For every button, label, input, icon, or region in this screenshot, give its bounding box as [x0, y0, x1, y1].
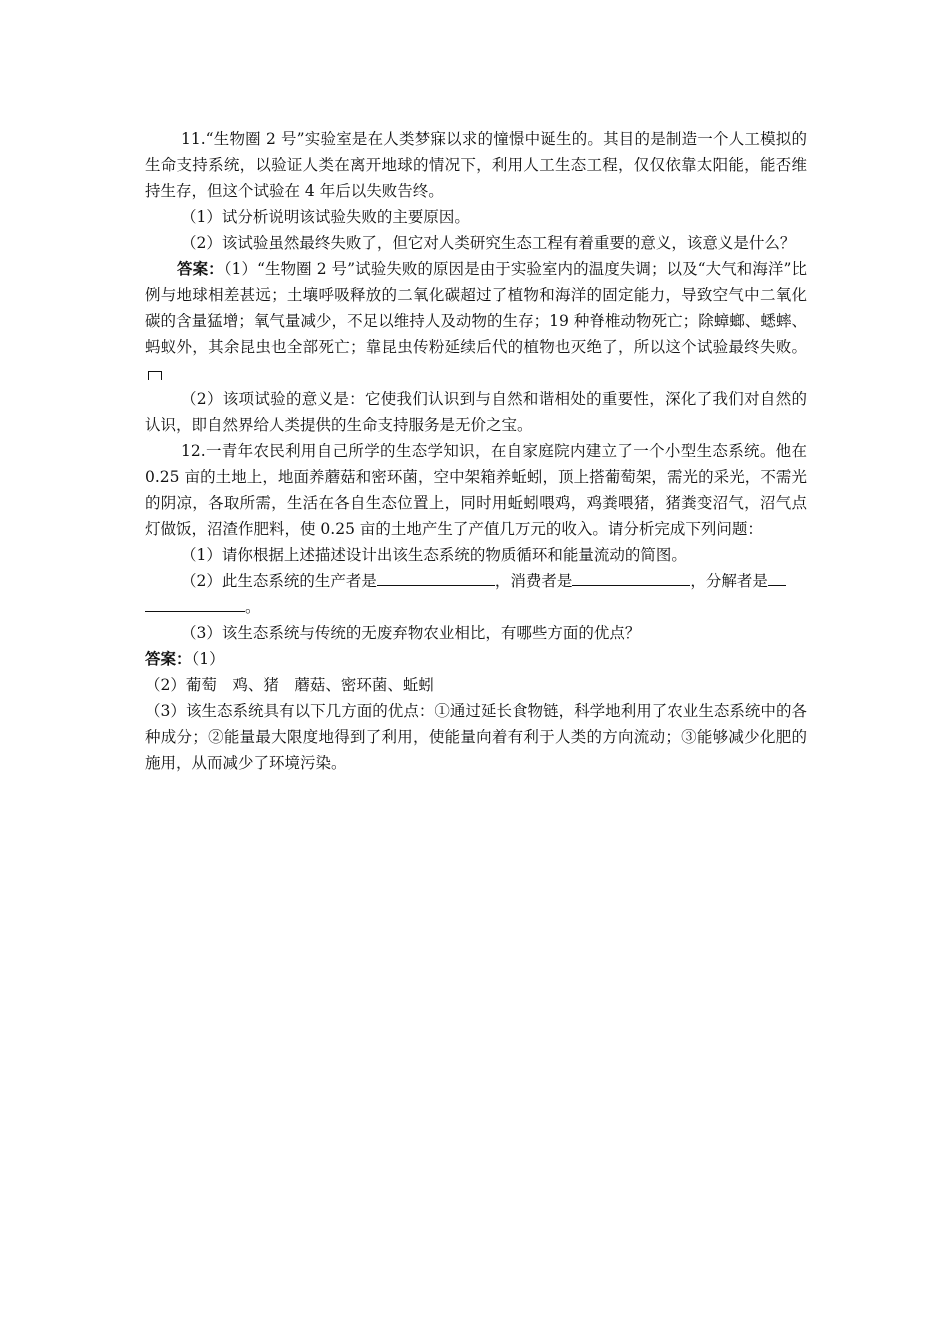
- q12-answer-1: [145, 646, 807, 672]
- q12-sub3: （3）该生态系统与传统的无废弃物农业相比，有哪些方面的优点？: [181, 624, 641, 642]
- q12-answer-2: （2）葡萄 鸡、猪 蘑菇、密环菌、蚯蚓: [145, 676, 434, 694]
- q11-answer-label: 答案：: [177, 259, 224, 278]
- q11-answer-1-text: （1）“生物圈 2 号”试验失败的原因是由于实验室内的温度失调；以及“大气和海洋”比例与地球相差甚远；土壤呼吸释放的二氧化碳超过了植物和海洋的固定能力，导致空气中二氧化碳的含量猛增；氧气量减少，不足以维持人及动物的生存；19 种脊椎动物死亡；除蟑螂、蟋蟀、蚂蚁外，其余昆虫也全部死亡；靠昆虫传粉延续后代的植物也灭绝了，所以这个试验最终失败。: [145, 260, 807, 356]
- q12-sub1: （1）请你根据上述描述设计出该生态系统的物质循环和能量流动的简图。: [181, 546, 687, 564]
- decomposer-blank-start: [768, 569, 786, 586]
- q12-sub2: [145, 568, 807, 594]
- q12-answer-label: 答案：: [145, 649, 192, 668]
- q12-answer-3: （3）该生态系统具有以下几方面的优点：①通过延长食物链，科学地利用了农业生态系统中的各种成分；②能量最大限度地得到了利用，使能量向着有利于人类的方向流动；③能够减少化肥的施用，从而减少了环境污染。: [145, 702, 807, 772]
- document-page: [145, 126, 807, 776]
- q11-answer-2: （2）该项试验的意义是：它使我们认识到与自然和谐相处的重要性，深化了我们对自然的认识，即自然界给人类提供的生命支持服务是无价之宝。: [145, 390, 807, 434]
- q12-answer-1-text: （1）: [191, 650, 225, 668]
- decomposer-blank-end: [145, 595, 245, 612]
- q11-answer-1: [145, 256, 807, 386]
- q11-sub2: （2）该试验虽然最终失败了，但它对人类研究生态工程有着重要的意义，该意义是什么？: [181, 234, 796, 252]
- q12-sub2-decomposer-label: ，分解者是: [690, 572, 768, 590]
- producer-blank: [377, 569, 495, 586]
- consumer-blank: [572, 569, 690, 586]
- q12-sub2-producer-label: （2）此生态系统的生产者是: [181, 572, 377, 590]
- q12-stem: 12.一青年农民利用自己所学的生态学知识，在自家庭院内建立了一个小型生态系统。他在 0.25 亩的土地上，地面养蘑菇和密环菌，空中架箱养蚯蚓，顶上搭葡萄架，需光的采光，不需光的阴凉，各取所需，生活在各自生态位置上，同时用蚯蚓喂鸡，鸡粪喂猪，猪粪变沼气，沼气点灯做饭，沼渣作肥料，使 0.25 亩的土地产生了产值几万元的收入。请分析完成下列问题：: [145, 442, 807, 538]
- q12-sub2-end: 。: [245, 598, 261, 616]
- q11-stem: 11.“生物圈 2 号”实验室是在人类梦寐以求的憧憬中诞生的。其目的是制造一个人工模拟的生命支持系统，以验证人类在离开地球的情况下，利用人工生态工程，仅仅依靠太阳能，能否维持生存，但这个试验在 4 年后以失败告终。: [145, 130, 807, 200]
- q12-sub2-consumer-label: ，消费者是: [494, 572, 573, 590]
- q11-sub1: （1）试分析说明该试验失败的主要原因。: [181, 208, 470, 226]
- edit-mark-icon: [148, 371, 162, 380]
- q12-sub2-cont: [145, 594, 807, 620]
